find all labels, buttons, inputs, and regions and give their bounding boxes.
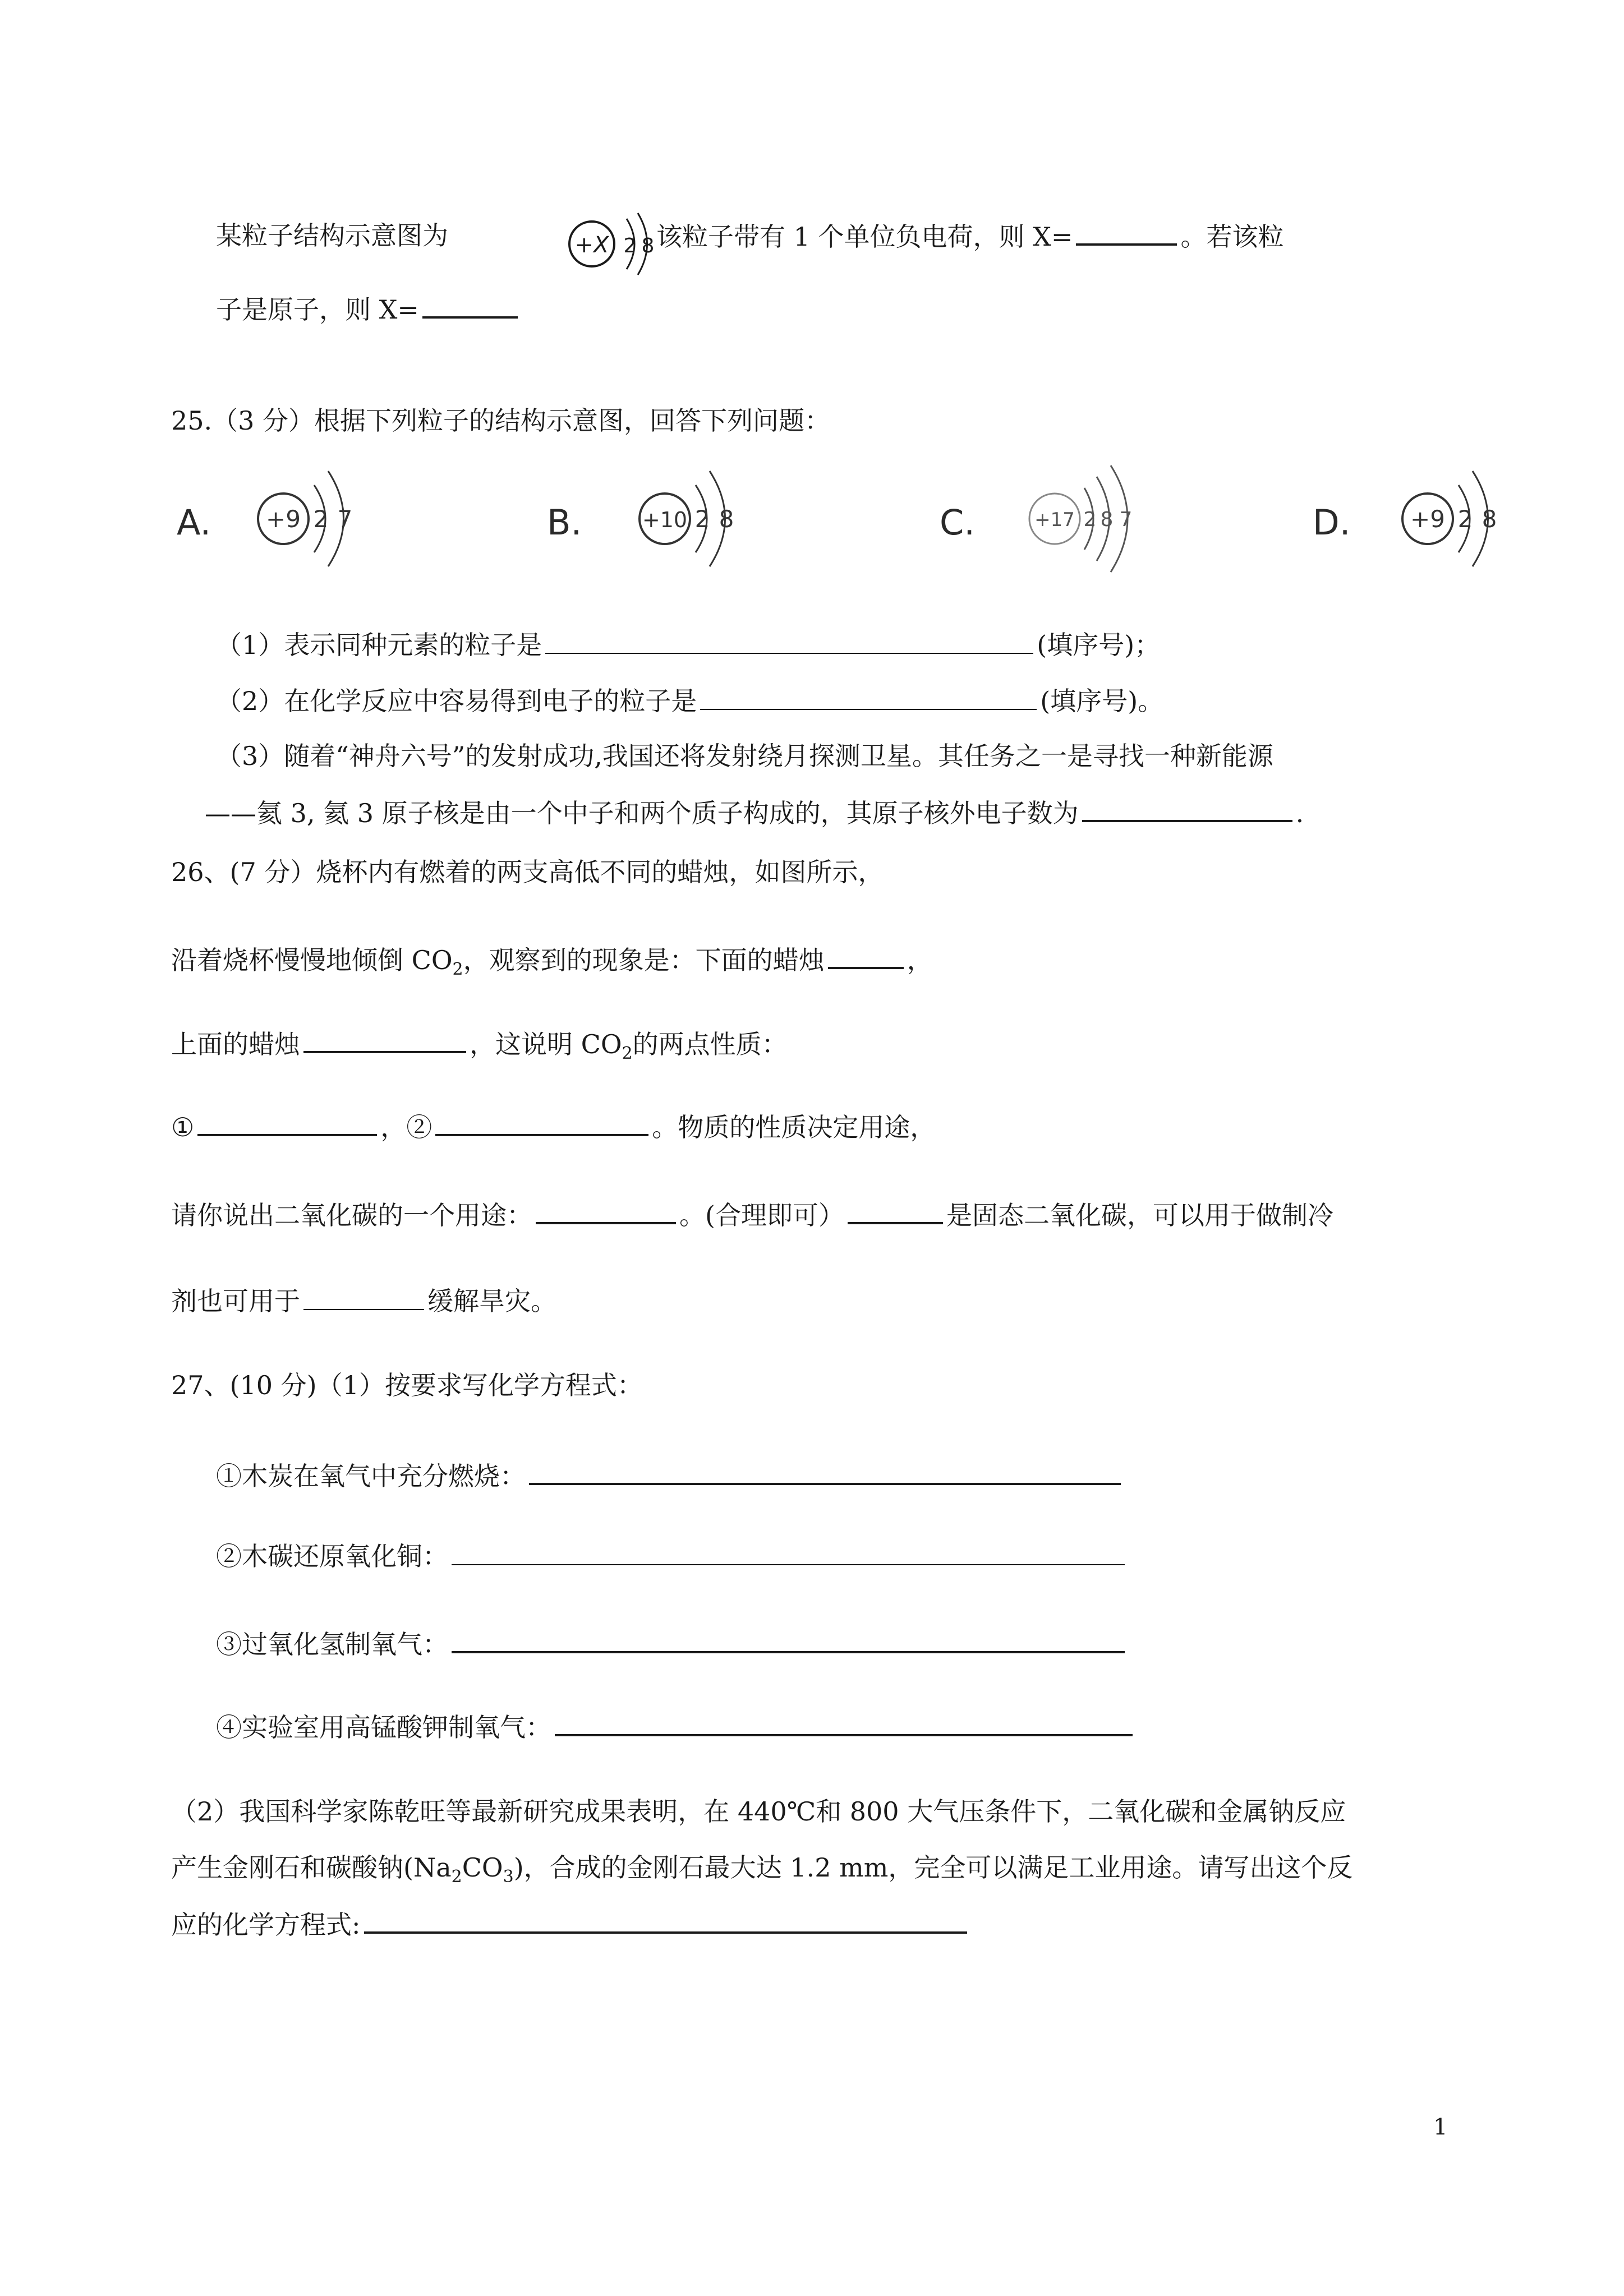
blank-same-element[interactable] — [545, 628, 1033, 654]
atom-c-diagram — [1018, 449, 1186, 578]
blank-dry-ice[interactable] — [848, 1197, 943, 1224]
q27-eq1: ①木炭在氧气中充分燃烧： — [216, 1458, 1124, 1493]
atom-b-diagram — [625, 449, 760, 578]
atom-a-diagram — [244, 449, 379, 578]
blank-gain-electron[interactable] — [700, 684, 1037, 710]
shell-electrons-2: 8 — [1100, 508, 1114, 531]
q26-title: 26、(7 分）烧杯内有燃着的两支高低不同的蜡烛，如图所示， — [171, 857, 884, 887]
blank-eq3[interactable] — [452, 1626, 1125, 1653]
q25-sub3-line1: （3）随着“神舟六号”的发射成功,我国还将发射绕月探测卫星。其任务之一是寻找一种新能源 — [216, 741, 1273, 771]
q27-part2-line3: 应的化学方程式: — [171, 1907, 970, 1942]
blank-upper-candle[interactable] — [303, 1026, 466, 1053]
blank-x-ion[interactable] — [1076, 219, 1177, 246]
atom-d-diagram — [1388, 449, 1523, 578]
shell-electrons-2: 8 — [641, 234, 655, 257]
q27-eq4: ④实验室用高锰酸钾制氧气： — [216, 1709, 1136, 1744]
particle-diagram-x — [564, 202, 665, 286]
q25-title: 25.（3 分）根据下列粒子的结构示意图，回答下列问题： — [171, 405, 831, 436]
shell-electrons-2: 7 — [337, 505, 353, 533]
blank-co2-use[interactable] — [536, 1197, 676, 1224]
shell-electrons-3: 7 — [1119, 508, 1133, 531]
shell-electrons-1: 2 — [694, 505, 710, 533]
q26-line2: 沿着烧杯慢慢地倾倒 $CO_2$，观察到的现象是：下面的蜡烛 ， — [171, 942, 933, 986]
shell-electrons-1: 2 — [623, 234, 637, 257]
blank-property-2[interactable] — [435, 1109, 648, 1136]
shell-electrons-1: 2 — [1083, 508, 1097, 531]
atom-c-label: C. — [940, 502, 975, 543]
atom-b-label: B. — [547, 502, 582, 543]
blank-eq4[interactable] — [555, 1709, 1133, 1736]
q26-line4: ① ，② 。物质的性质决定用途， — [171, 1109, 936, 1144]
blank-eq2[interactable] — [452, 1539, 1125, 1565]
shell-electrons-1: 2 — [1457, 505, 1473, 533]
blank-x-atom[interactable] — [422, 292, 518, 319]
nucleus-charge: +17 — [1034, 509, 1075, 531]
shell-electrons-2: 8 — [1482, 505, 1497, 533]
q27-title: 27、(10 分)（1）按要求写化学方程式： — [171, 1370, 643, 1400]
q26-line3: 上面的蜡烛 ，这说明 $CO_2$的两点性质： — [171, 1026, 788, 1071]
q24-line1-prefix: 某粒子结构示意图为 — [216, 220, 448, 251]
q26-line6: 剂也可用于 缓解旱灾。 — [171, 1284, 556, 1318]
blank-eq1[interactable] — [529, 1458, 1121, 1485]
q24-line2: 子是原子，则 X= — [216, 292, 521, 326]
nucleus-charge: +X — [574, 232, 609, 258]
atom-a-label: A. — [177, 502, 211, 543]
blank-lower-candle[interactable] — [828, 942, 904, 969]
q27-part2-line2: 产生金刚石和碳酸钠$(Na_2CO_3)$，合成的金刚石最大达 1.2 mm，完全可以满足工业用途。请写出这个反 — [171, 1852, 1353, 1887]
q25-sub1: （1）表示同种元素的粒子是 (填序号)； — [216, 628, 1160, 662]
blank-property-1[interactable] — [197, 1109, 377, 1136]
nucleus-charge: +10 — [642, 508, 688, 532]
nucleus-charge: +9 — [1410, 505, 1445, 533]
blank-rain-use[interactable] — [303, 1284, 424, 1310]
shell-electrons-1: 2 — [313, 505, 329, 533]
blank-electron-count[interactable] — [1082, 795, 1292, 822]
q26-line5: 请你说出二氧化碳的一个用途： 。(合理即可） 是固态二氧化碳，可以用于做制冷 — [171, 1197, 1333, 1232]
q27-part2-line1: （2）我国科学家陈乾旺等最新研究成果表明，在 440℃和 800 大气压条件下，二氧化碳和金属钠反应 — [171, 1796, 1346, 1827]
q24-line1-rest: 该粒子带有 1 个单位负电荷，则 X= 。若该粒 — [656, 219, 1283, 253]
nucleus-charge: +9 — [266, 505, 301, 533]
q25-sub2: （2）在化学反应中容易得到电子的粒子是 (填序号)。 — [216, 684, 1163, 718]
page-number: 1 — [1433, 2114, 1448, 2140]
q25-sub3-line2: ——氦 3, 氦 3 原子核是由一个中子和两个质子构成的，其原子核外电子数为 . — [205, 795, 1304, 830]
shell-electrons-2: 8 — [719, 505, 734, 533]
q27-eq3: ③过氧化氢制氧气： — [216, 1626, 1128, 1661]
blank-diamond-eq[interactable] — [364, 1907, 967, 1934]
atom-d-label: D. — [1313, 502, 1351, 543]
q27-eq2: ②木碳还原氧化铜： — [216, 1539, 1128, 1573]
